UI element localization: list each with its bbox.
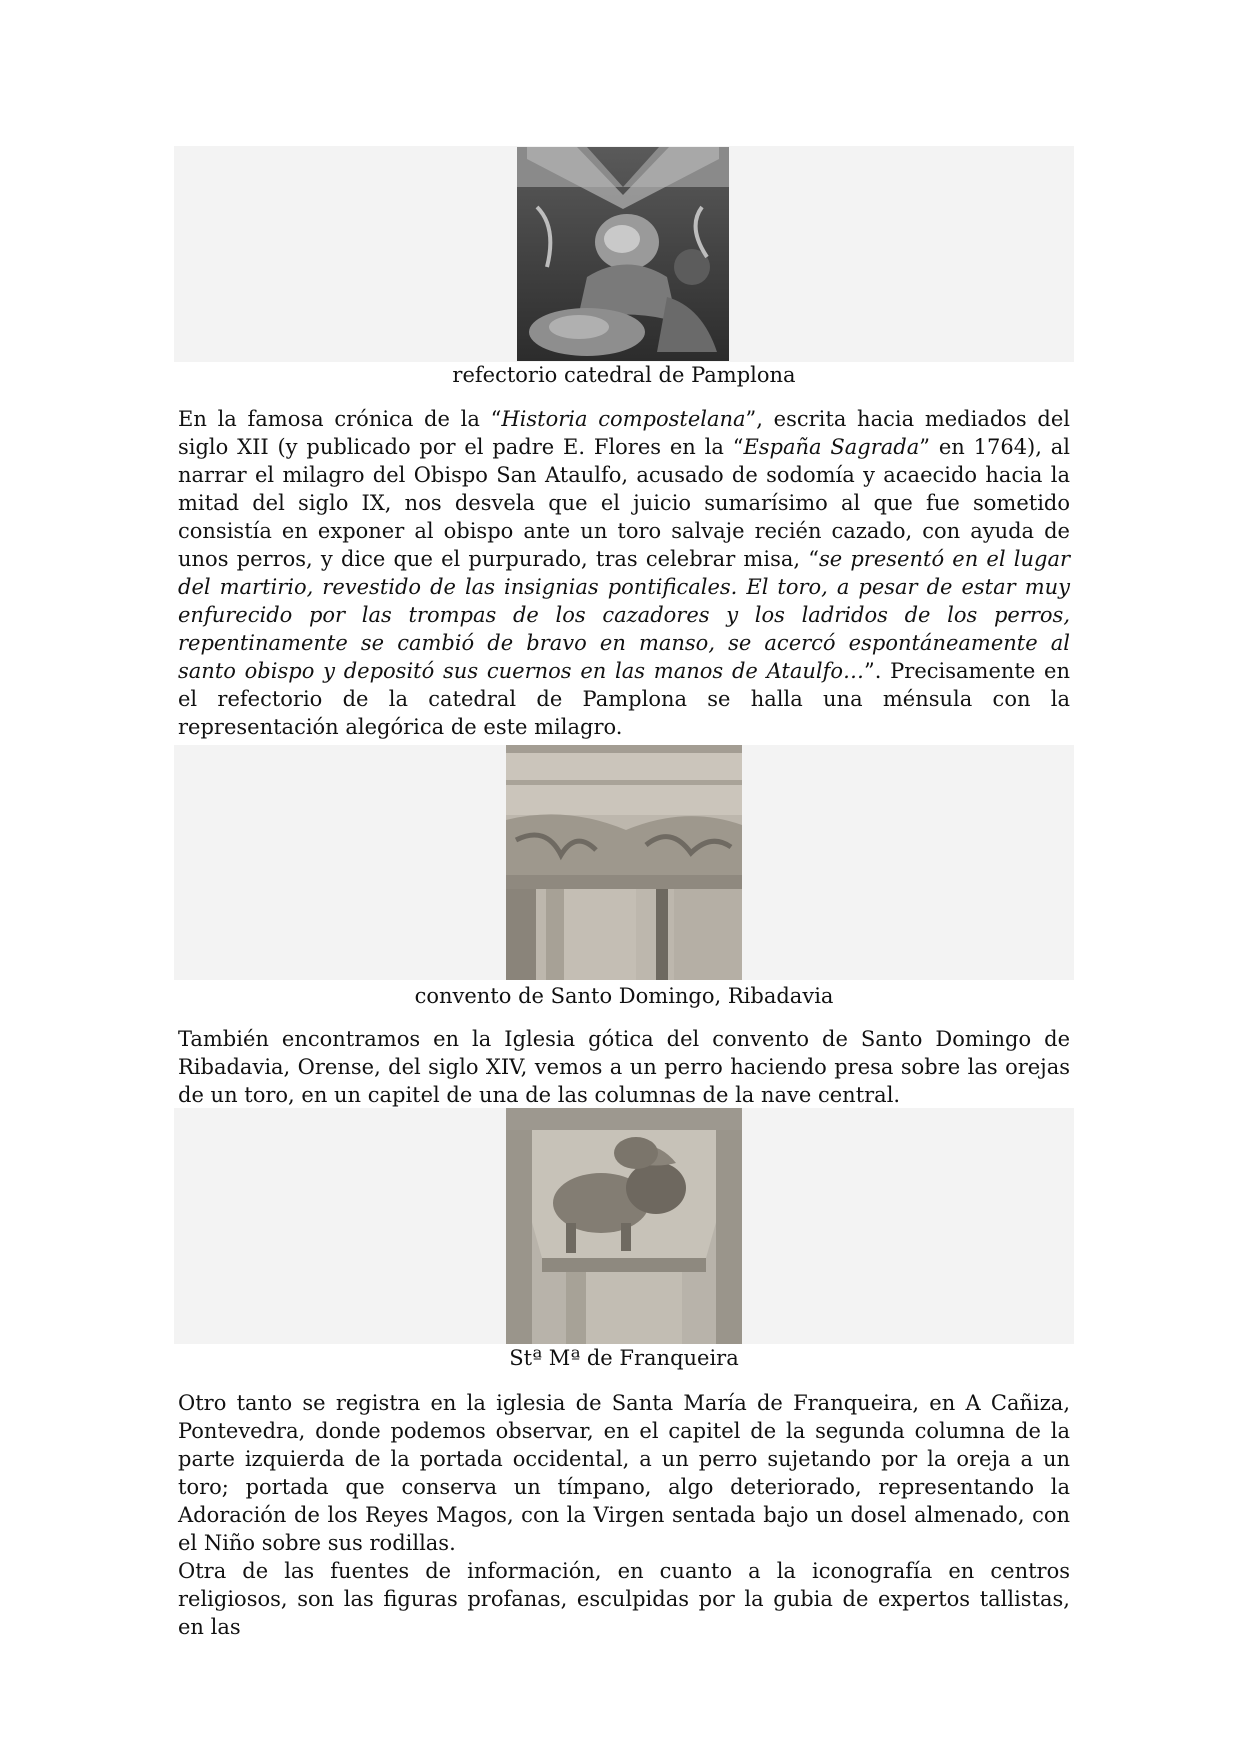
p1-quote: se presentó en el lugar del martirio, revestido de las insignias pontificales. El toro, a pesar de estar muy enfurecido por las trompas de los cazadores y los ladridos de los perros, repentinamente se cambió de bravo en manso, se acercó espontáneamente al santo obispo y depositó sus cuernos en las manos de Ataulfo…: [178, 547, 1071, 683]
pamplona-corbel-photo: [517, 147, 729, 361]
p1-text-g: ”. Precisamente en el refectorio de la catedral de Pamplona se halla una ménsula con la representación alegórica de este milagro.: [178, 659, 1070, 739]
figure-2-caption: convento de Santo Domingo, Ribadavia: [414, 984, 834, 1008]
p1-text-e: ” en 1764), al narrar el milagro del Obispo San Ataulfo, acusado de sodomía y acaecido hacia la mitad del siglo IX, nos desvela que el juicio sumarísimo al que fue sometido consistía en exponer al obispo ante un toro salvaje recién cazado, con ayuda de unos perros, y dice que el purpurado, tras celebrar misa, “: [178, 435, 1070, 571]
pamplona-corbel-bull-bishop-icon: [517, 147, 729, 361]
franqueira-capital-dog-bull-icon: [506, 1108, 742, 1344]
ribadavia-capital-icon: [506, 745, 742, 980]
p1-text-c: ”, escrita hacia mediados del siglo XII (y publicado por el padre E. Flores en la “: [178, 407, 1070, 459]
ribadavia-capital-photo: [506, 745, 742, 980]
p1-title-espana-sagrada: España Sagrada: [743, 435, 920, 459]
figure-3-caption: Stª Mª de Franqueira: [509, 1346, 739, 1370]
paragraph-franqueira: Otro tanto se registra en la iglesia de Santa María de Franqueira, en A Cañiza, Pontevedra, donde podemos observar, en el capitel de la segunda columna de la parte izquierda de la portada occidental, a un perro sujetando por la oreja a un toro; portada que conserva un tímpano, algo deteriorado, representando la Adoración de los Reyes Magos, con la Virgen sentada bajo un dosel almenado, con el Niño sobre sus rodillas.: [178, 1391, 1070, 1555]
franqueira-capital-photo: [506, 1108, 742, 1344]
figure-1-caption: refectorio catedral de Pamplona: [452, 363, 796, 387]
paragraph-figuras-profanas: Otra de las fuentes de información, en cuanto a la iconografía en centros religiosos, son las figuras profanas, esculpidas por la gubia de expertos tallistas, en las: [178, 1559, 1070, 1639]
p1-text-a: En la famosa crónica de la “: [178, 407, 502, 431]
paragraph-historia-compostelana: [178, 405, 1070, 741]
p1-title-historia: Historia compostelana: [501, 407, 746, 431]
paragraph-ribadavia: También encontramos en la Iglesia gótica del convento de Santo Domingo de Ribadavia, Orense, del siglo XIV, vemos a un perro haciendo presa sobre las orejas de un toro, en un capitel de una de las columnas de la nave central.: [178, 1027, 1070, 1107]
